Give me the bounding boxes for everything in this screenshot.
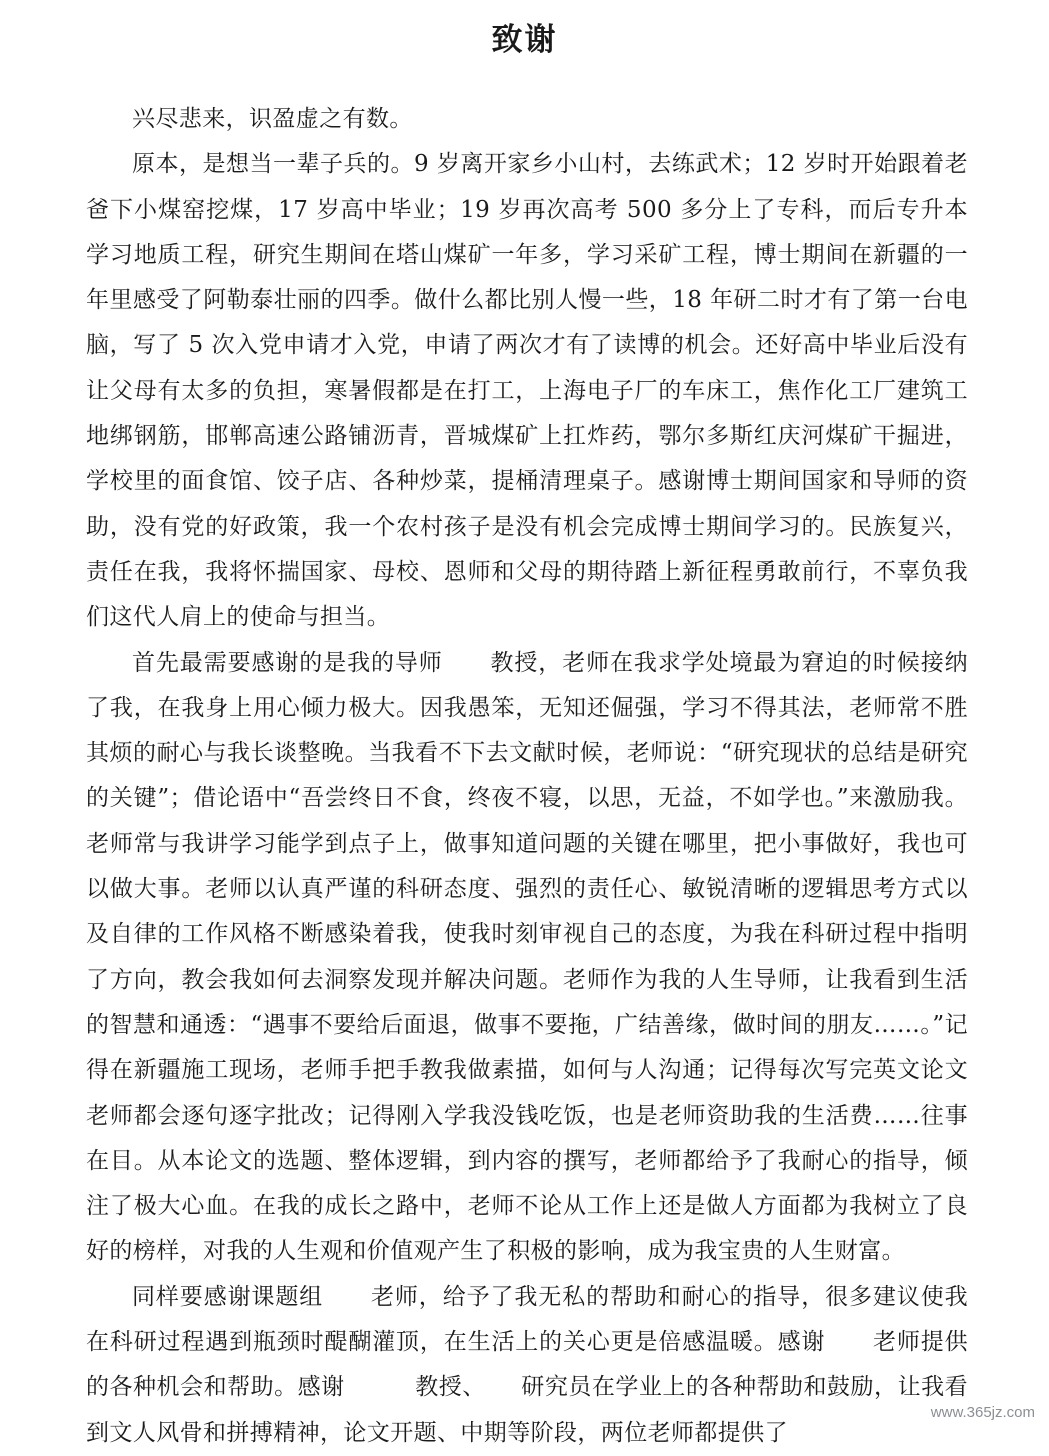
paragraph-research-group: 同样要感谢课题组 老师，给予了我无私的帮助和耐心的指导，很多建议使我在科研过程遇到瓶颈时醍醐灌顶，在生活上的关心更是倍感温暖。感谢 老师提供的各种机会和帮助。感谢 教授、 研究员在学业上的各种帮助和鼓励，让我看到文人风骨和拼搏精神，论文开题、中期等阶段，两位老师都提供了 xyxy=(86,1283,968,1446)
paragraph-opening: 兴尽悲来，识盈虚之有数。 xyxy=(132,106,413,132)
paragraph-background: 原本，是想当一辈子兵的。9 岁离开家乡小山村，去练武术；12 岁时开始跟着老爸下小煤窑挖煤，17 岁高中毕业；19 岁再次高考 500 多分上了专科，而后专升本学习地质工程，研究生期间在塔山煤矿一年多，学习采矿工程，博士期间在新疆的一年里感受了阿勒泰壮丽的四季。做什么都比别人慢一些，18 年研二时才有了第一台电脑，写了 5 次入党申请才入党，申请了两次才有了读博的机会。还好高中毕业后没有让父母有太多的负担，寒暑假都是在打工，上海电子厂的车床工，焦作化工厂建筑工地绑钢筋，邯郸高速公路铺沥青，晋城煤矿上扛炸药，鄂尔多斯红庆河煤矿干掘进，学校里的面食馆、饺子店、各种炒菜，提桶清理桌子。感谢博士期间国家和导师的资助，没有党的好政策，我一个农村孩子是没有机会完成博士期间学习的。民族复兴，责任在我，我将怀揣国家、母校、恩师和父母的期待踏上新征程勇敢前行，不辜负我们这代人肩上的使命与担当。 xyxy=(86,151,968,631)
paragraph-advisor: 首先最需要感谢的是我的导师 教授，老师在我求学处境最为窘迫的时候接纳了我，在我身上用心倾力极大。因我愚笨，无知还倔强，学习不得其法，老师常不胜其烦的耐心与我长谈整晚。当我看不下去文献时候，老师说：“研究现状的总结是研究的关键”；借论语中“吾尝终日不食，终夜不寝，以思，无益，不如学也。”来激励我。老师常与我讲学习能学到点子上，做事知道问题的关键在哪里，把小事做好，我也可以做大事。老师以认真严谨的科研态度、强烈的责任心、敏锐清晰的逻辑思考方式以及自律的工作风格不断感染着我，使我时刻审视自己的态度，为我在科研过程中指明了方向，教会我如何去洞察发现并解决问题。老师作为我的人生导师，让我看到生活的智慧和通透：“遇事不要给后面退，做事不要拖，广结善缘，做时间的朋友……。”记得在新疆施工现场，老师手把手教我做素描，如何与人沟通；记得每次写完英文论文老师都会逐句逐字批改；记得刚入学我没钱吃饭，也是老师资助我的生活费……往事在目。从本论文的选题、整体逻辑，到内容的撰写，老师都给予了我耐心的指导，倾注了极大心血。在我的成长之路中，老师不论从工作上还是做人方面都为我树立了良好的榜样，对我的人生观和价值观产生了积极的影响，成为我宝贵的人生财富。 xyxy=(86,649,968,1265)
site-watermark: www.365jz.com xyxy=(925,1402,1041,1423)
acknowledgement-body xyxy=(86,97,968,1456)
page-title: 致谢 xyxy=(491,22,558,58)
